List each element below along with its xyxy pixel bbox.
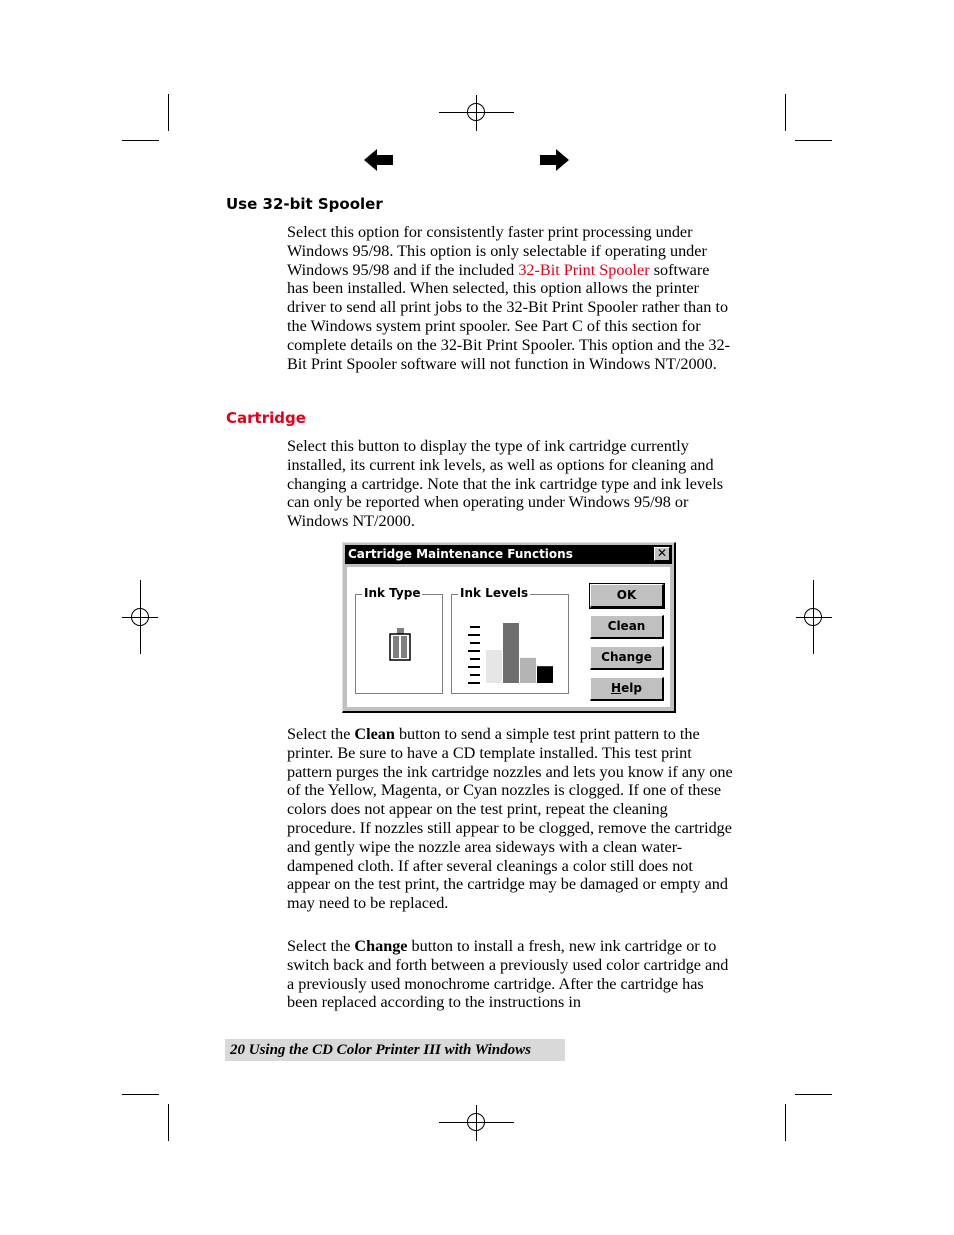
paragraph-clean: Select the Clean button to send a simple test print pattern to the printer. Be sure to have a CD template installed. This test print pattern purges the ink cartridge nozzles and lets you know if any one of the Yellow, Magenta, or Cyan nozzles is clogged. If one of these colors does not appear on the test print, repeat the cleaning procedure. If nozzles still appear to be clogged, remove the cartridge and gently wipe the nozzle area sideways with a clean water-dampened cloth. If after several cleanings a color still does not appear on the test print, the cartridge may be damaged or empty and may need to be replaced.: [287, 725, 733, 913]
arrow-left-icon[interactable]: [364, 148, 394, 172]
clean-term: Clean: [354, 725, 395, 743]
crop-mark: [785, 94, 786, 131]
level-tick-mark: [470, 626, 480, 628]
paragraph-cartridge: Select this button to display the type of ink cartridge currently installed, its current ink levels, as well as options for cleaning and changing a cartridge. Note that the ink cartridge type and ink levels can only be reported when operating under Windows 95/98 or Windows NT/2000.: [287, 437, 724, 531]
change-term: Change: [354, 937, 408, 955]
level-tick-mark: [470, 674, 480, 676]
ink-type-group: [355, 586, 443, 694]
dialog-title: Cartridge Maintenance Functions: [345, 545, 672, 564]
level-tick-mark: [468, 666, 480, 668]
page-footer: 20 Using the CD Color Printer III with Windows: [230, 1042, 531, 1058]
spooler-link[interactable]: 32-Bit Print Spooler: [518, 260, 650, 279]
help-button[interactable]: Help: [590, 677, 664, 701]
ok-button[interactable]: OK: [590, 584, 664, 608]
crop-mark: [795, 140, 832, 141]
crop-mark: [785, 1104, 786, 1141]
level-tick-mark: [468, 650, 480, 652]
level-tick-mark: [468, 682, 480, 684]
crop-mark: [122, 1094, 159, 1095]
ink-levels-label: Ink Levels: [460, 586, 529, 600]
ink-levels-chart: [460, 607, 560, 689]
paragraph-change: Select the Change button to install a fresh, new ink cartridge or to switch back and forth between a previously used color cartridge and a previously used monochrome cartridge. After the cartridge has been replaced according to the instructions in: [287, 937, 729, 1012]
level-tick-mark: [468, 634, 480, 636]
paragraph-spooler: Select this option for consistently faster print processing under Windows 95/98. This option is only selectable if operating under Windows 95/98 and if the included 32-Bit Print Spooler software has been installed. When selected, this option allows the printer driver to send all print jobs to the 32-Bit Print Spooler rather than to the Windows system print spooler. See Part C of this section for complete details on the 32-Bit Print Spooler. This option and the 32-Bit Print Spooler software will not function in Windows NT/2000.: [287, 223, 731, 373]
change-button[interactable]: Change: [590, 646, 664, 670]
ink-type-label: Ink Type: [364, 586, 421, 600]
ink-level-bar-yellow: [486, 650, 502, 683]
crop-mark: [168, 94, 169, 131]
cartridge-maintenance-dialog: [342, 542, 676, 713]
section-heading-spooler: Use 32-bit Spooler: [226, 195, 383, 213]
ink-level-bar-black: [537, 666, 553, 683]
close-icon[interactable]: ✕: [654, 547, 670, 561]
dialog-body: [347, 567, 670, 707]
section-heading-cartridge: Cartridge: [226, 409, 306, 427]
crop-mark: [168, 1104, 169, 1141]
ink-levels-group: [451, 586, 569, 694]
ink-cartridge-icon: [389, 628, 411, 662]
crop-mark: [795, 1094, 832, 1095]
level-tick-mark: [470, 658, 480, 660]
ink-level-bar-magenta: [503, 623, 519, 683]
crop-mark: [122, 140, 159, 141]
level-tick-mark: [470, 642, 480, 644]
ink-level-bar-cyan: [520, 658, 536, 683]
clean-button[interactable]: Clean: [590, 615, 664, 639]
arrow-right-icon[interactable]: [539, 148, 569, 172]
